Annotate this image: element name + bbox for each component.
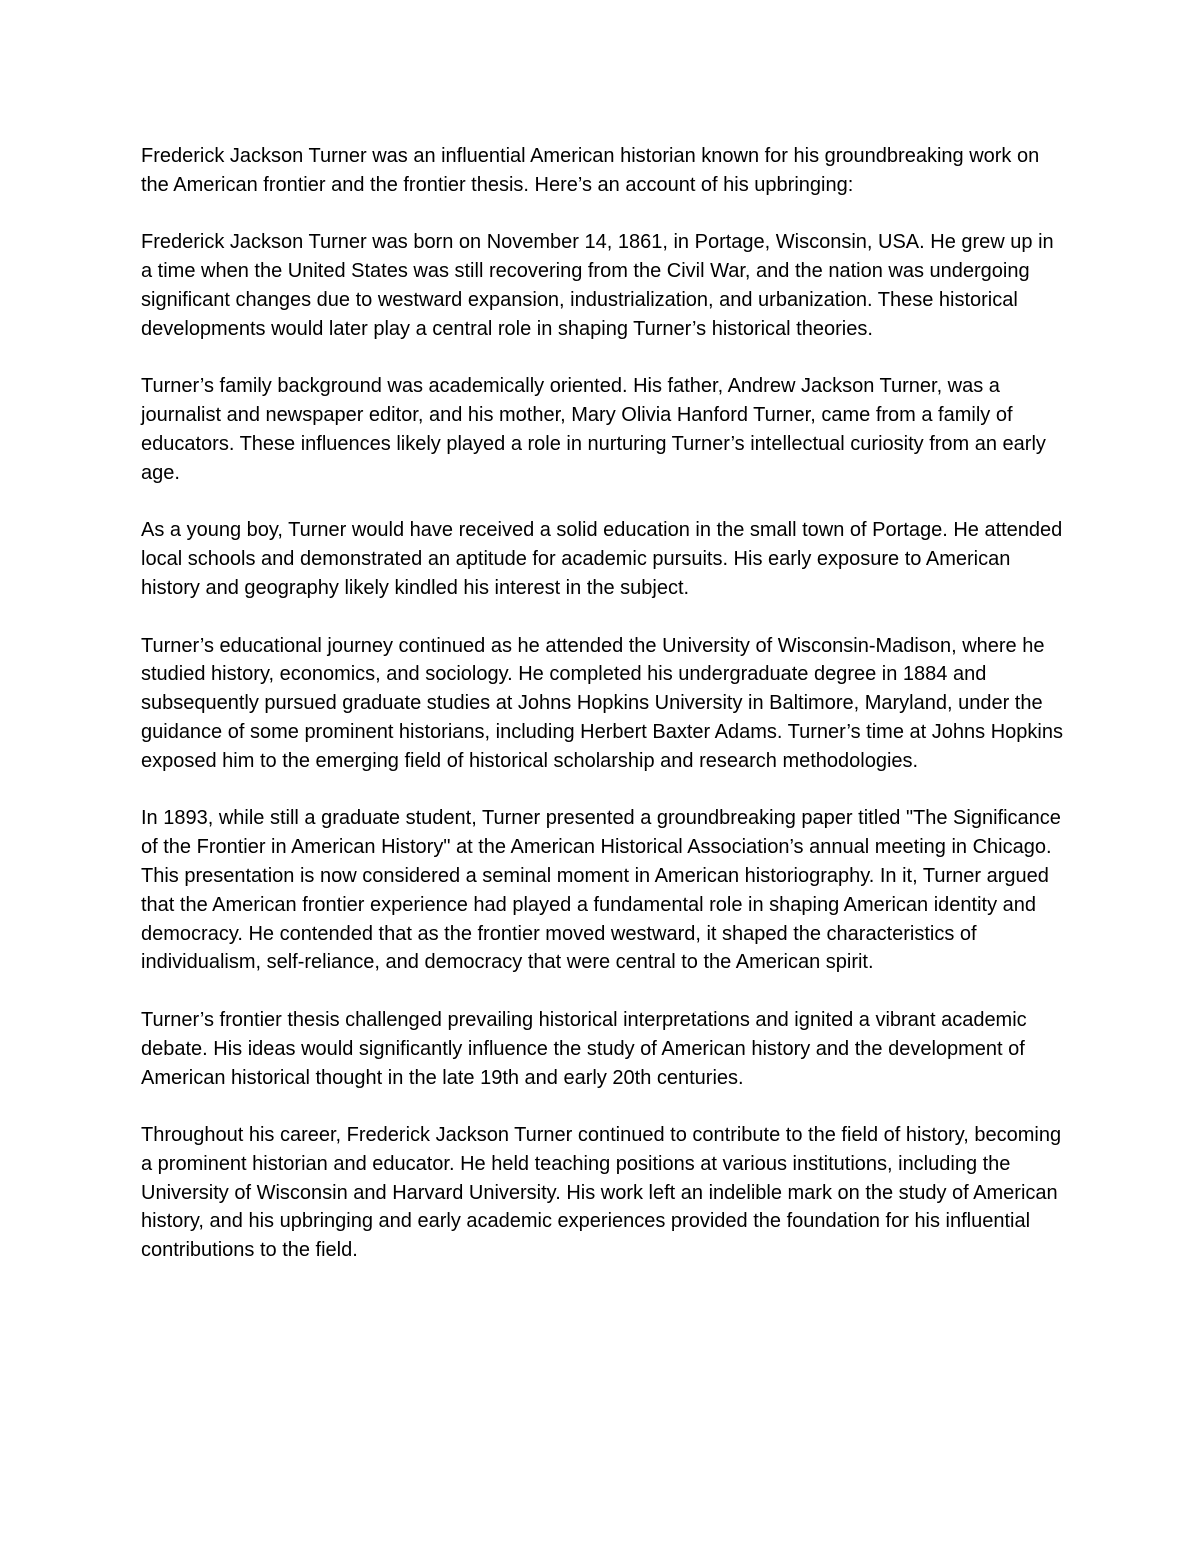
paragraph-education: Turner’s educational journey continued as he attended the University of Wisconsin-Madison, where he studied history, economics, and sociology. He completed his undergraduate degree in 1884 and subsequently pursued graduate studies at Johns Hopkins University in Baltimore, Maryland, under the guidance of some prominent historians, including Herbert Baxter Adams. Turner’s time at Johns Hopkins exposed him to the emerging field of historical scholarship and research methodologies.: [141, 634, 1063, 772]
paragraph-family: Turner’s family background was academically oriented. His father, Andrew Jackson Turner, was a journalist and newspaper editor, and his mother, Mary Olivia Hanford Turner, came from a family of educators. These influences likely played a role in nurturing Turner’s intellectual curiosity from an early age.: [141, 375, 1046, 484]
paragraph-career: Throughout his career, Frederick Jackson Turner continued to contribute to the field of history, becoming a prominent historian and educator. He held teaching positions at various institutions, including the University of Wisconsin and Harvard University. His work left an indelible mark on the study of American history, and his upbringing and early academic experiences provided the foundation for his influential contributions to the field.: [141, 1124, 1062, 1262]
document-body: [141, 142, 1066, 1294]
paragraph-frontier-paper: In 1893, while still a graduate student, Turner presented a groundbreaking paper titled "The Significance of the Frontier in American History" at the American Historical Association’s annual meeting in Chicago. This presentation is now considered a seminal moment in American historiography. In it, Turner argued that the American frontier experience had played a fundamental role in shaping American identity and democracy. He contended that as the frontier moved westward, it shaped the characteristics of individualism, self-reliance, and democracy that were central to the American spirit.: [141, 807, 1061, 974]
paragraph-childhood: As a young boy, Turner would have received a solid education in the small town of Portage. He attended local schools and demonstrated an aptitude for academic pursuits. His early exposure to American history and geography likely kindled his interest in the subject.: [141, 519, 1063, 599]
paragraph-intro: Frederick Jackson Turner was an influential American historian known for his groundbreaking work on the American frontier and the frontier thesis. Here’s an account of his upbringing:: [141, 145, 1040, 196]
paragraph-birth: Frederick Jackson Turner was born on November 14, 1861, in Portage, Wisconsin, USA. He grew up in a time when the United States was still recovering from the Civil War, and the nation was undergoing significant changes due to westward expansion, industrialization, and urbanization. These historical developments would later play a central role in shaping Turner’s historical theories.: [141, 231, 1054, 340]
paragraph-thesis-impact: Turner’s frontier thesis challenged prevailing historical interpretations and ignited a vibrant academic debate. His ideas would significantly influence the study of American history and the development of American historical thought in the late 19th and early 20th centuries.: [141, 1008, 1027, 1089]
